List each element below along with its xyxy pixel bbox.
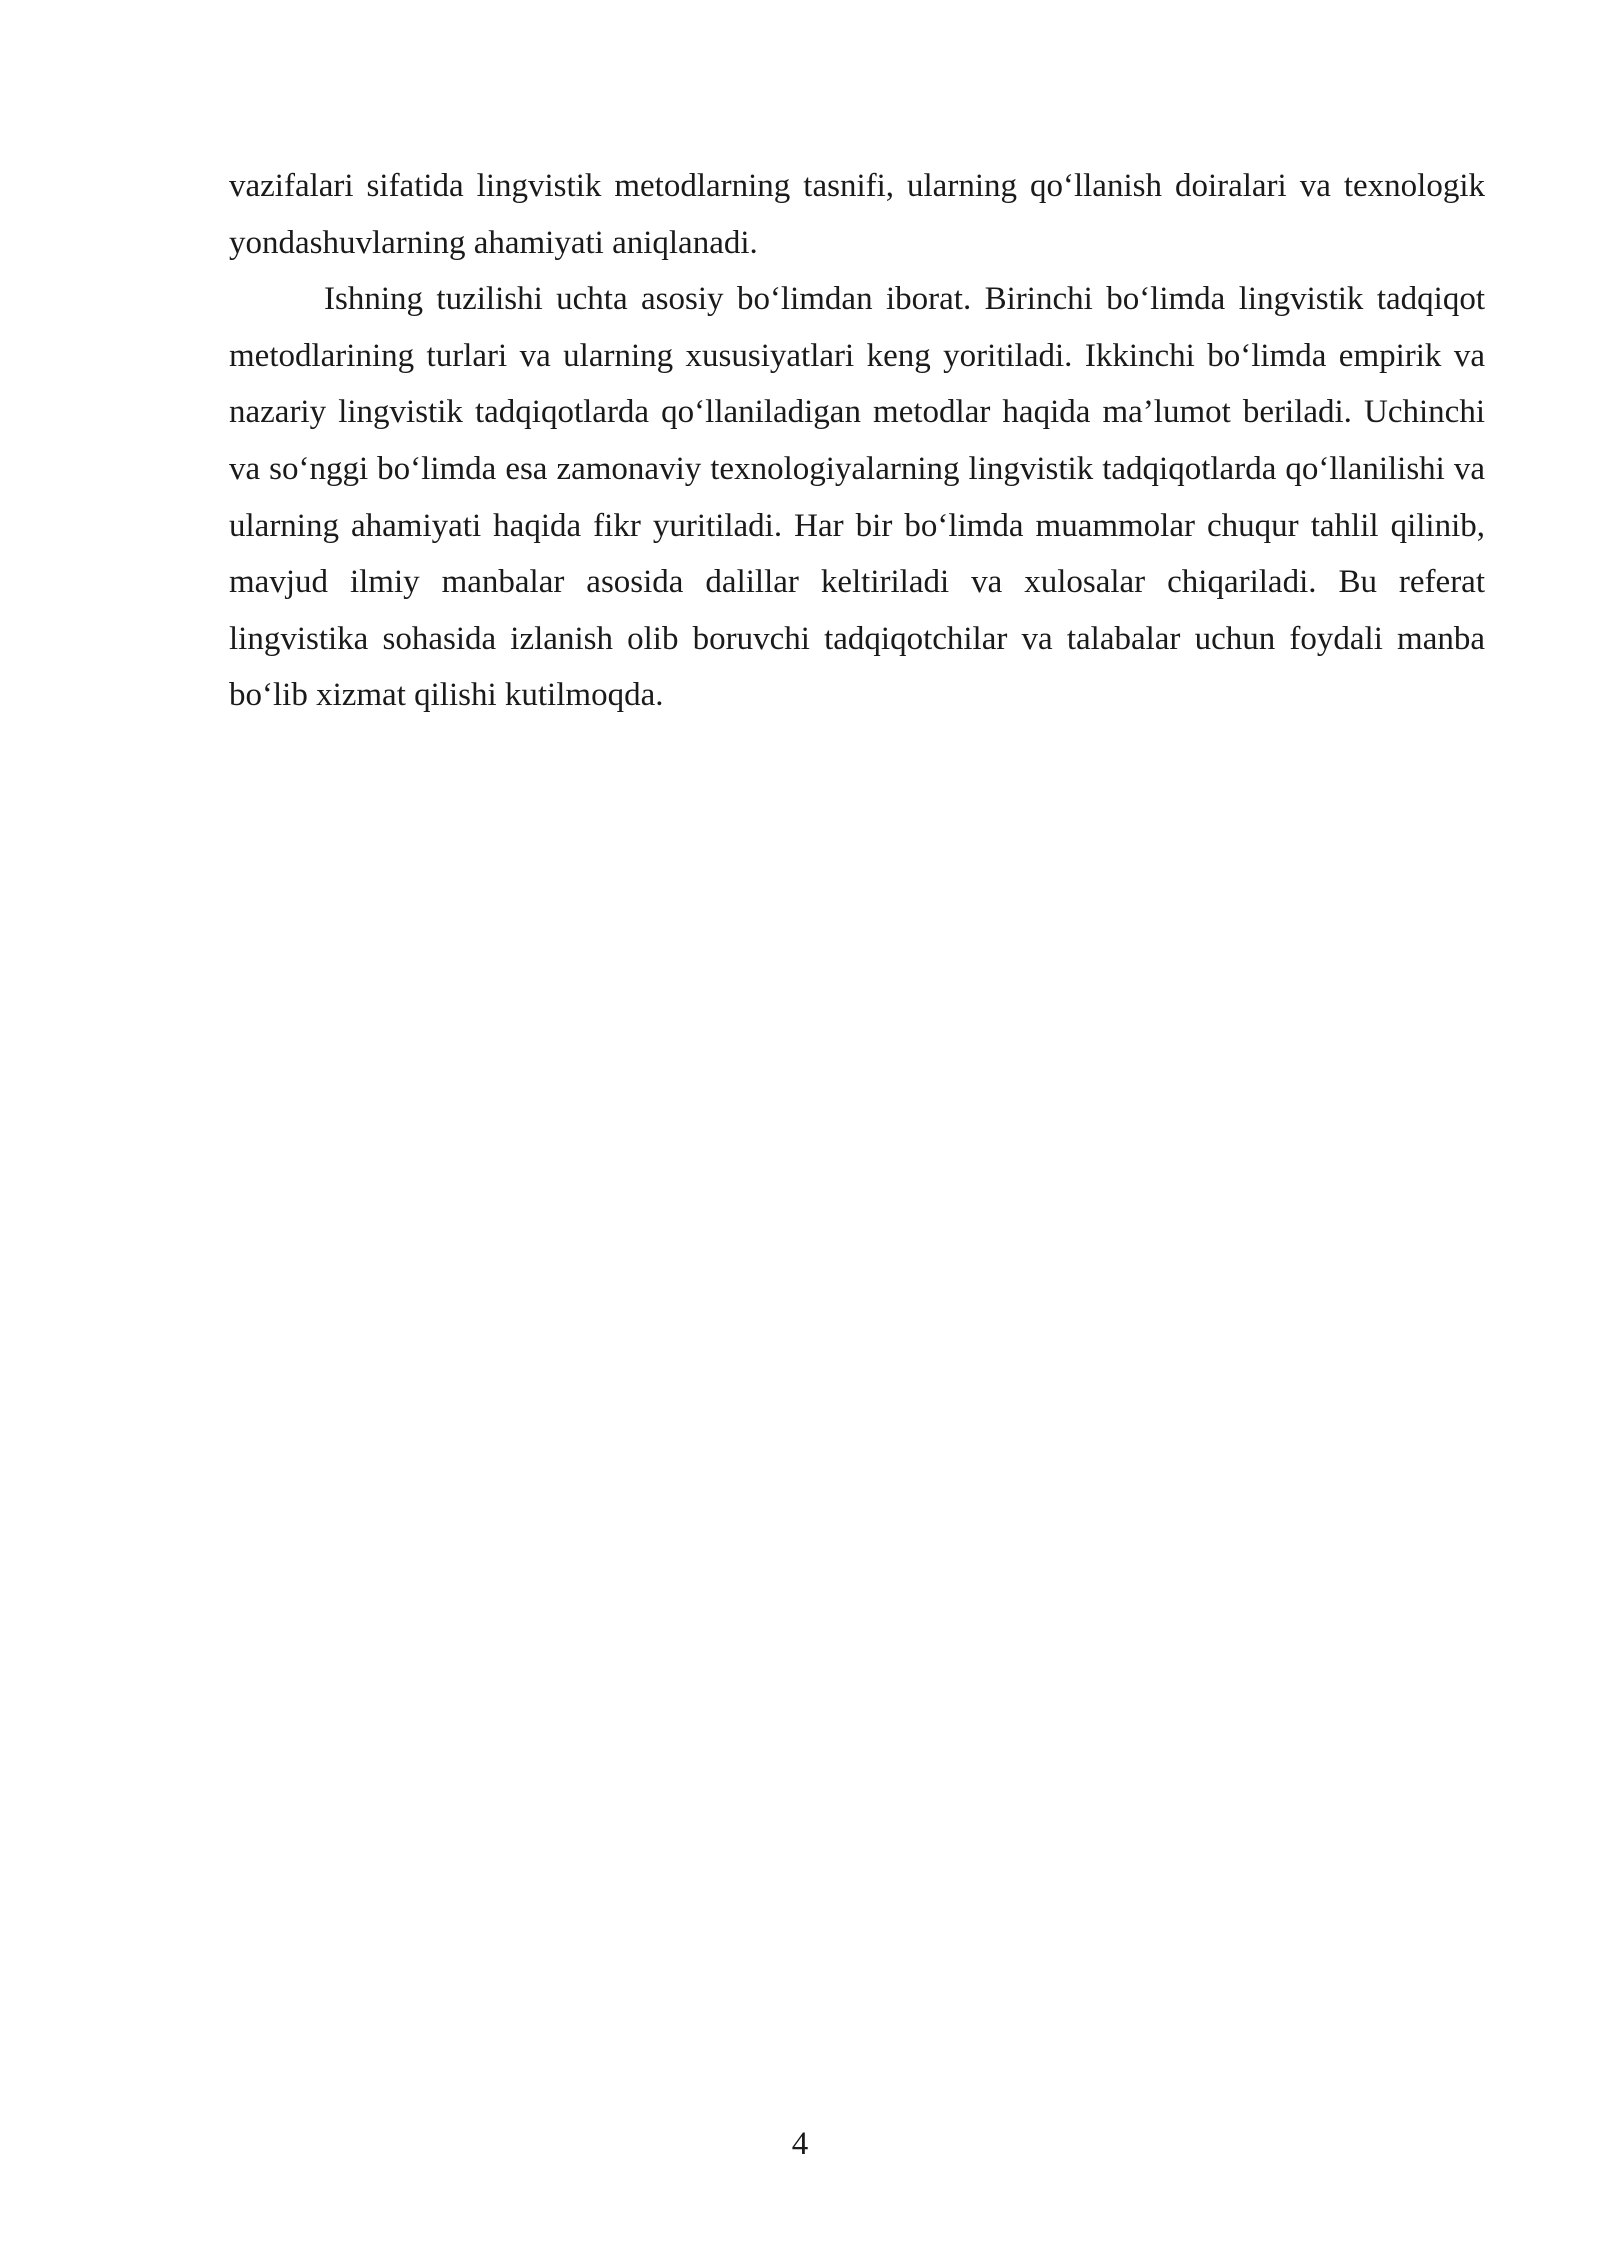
body-text (229, 158, 1485, 724)
paragraph-continuation: vazifalari sifatida lingvistik metodlarning tasnifi, ularning qo‘llanish doiralari va texnologik yondashuvlarning ahamiyati aniqlanadi. (229, 168, 1485, 261)
page-number: 4 (791, 2126, 809, 2162)
paragraph-structure: Ishning tuzilishi uchta asosiy bo‘limdan iborat. Birinchi bo‘limda lingvistik tadqiqot metodlarining turlari va ularning xususiyatlari keng yoritiladi. Ikkinchi bo‘limda empirik va nazariy lingvistik tadqiqotlarda qo‘llaniladigan metodlar haqida ma’lumot beriladi. Uchinchi va so‘nggi bo‘limda esa zamonaviy texnologiyalarning lingvistik tadqiqotlarda qo‘llanilishi va ularning ahamiyati haqida fikr yuritiladi. Har bir bo‘limda muammolar chuqur tahlil qilinib, mavjud ilmiy manbalar asosida dalillar keltiriladi va xulosalar chiqariladi. Bu referat lingvistika sohasida izlanish olib boruvchi tadqiqotchilar va talabalar uchun foydali manba bo‘lib xizmat qilishi kutilmoqda. (229, 281, 1485, 714)
